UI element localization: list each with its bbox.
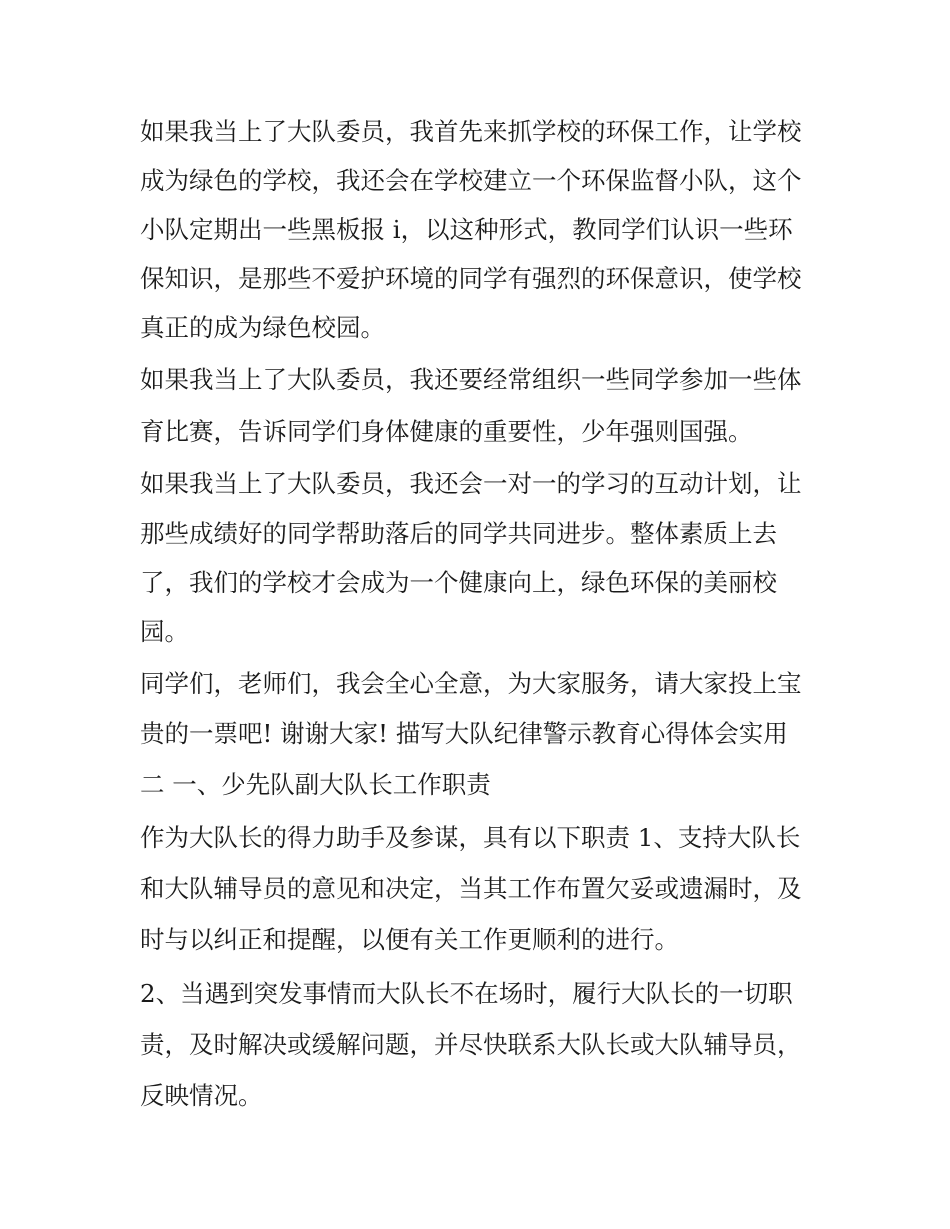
text-line: 真正的成为绿色校园。	[140, 313, 385, 342]
text-line: 2、当遇到突发事情而大队长不在场时，履行大队长的一切职	[140, 979, 793, 1008]
text-line: 和大队辅导员的意见和决定，当其工作布置欠妥或遗漏时，及	[140, 874, 802, 903]
text-line: 责，及时解决或缓解问题，并尽快联系大队长或大队辅导员，	[140, 1030, 802, 1059]
text-line: 如果我当上了大队委员，我还要经常组织一些同学参加一些体	[140, 365, 802, 394]
text-line: 育比赛，告诉同学们身体健康的重要性，少年强则国强。	[140, 417, 753, 446]
text-line: 成为绿色的学校，我还会在学校建立一个环保监督小队，这个	[140, 166, 802, 195]
text-line: 园。	[140, 617, 189, 646]
text-line: 如果我当上了大队委员，我首先来抓学校的环保工作，让学校	[140, 117, 802, 146]
text-line: 那些成绩好的同学帮助落后的同学共同进步。整体素质上去	[140, 519, 777, 548]
text-line: 保知识，是那些不爱护环境的同学有强烈的环保意识，使学校	[140, 264, 802, 293]
text-line: 作为大队长的得力助手及参谋，具有以下职责 1、支持大队长	[140, 823, 801, 852]
text-line: 小队定期出一些黑板报 i，以这种形式，教同学们认识一些环	[140, 215, 793, 244]
text-line: 反映情况。	[140, 1081, 263, 1110]
text-line: 时与以纠正和提醒，以便有关工作更顺利的进行。	[140, 925, 679, 954]
text-line: 同学们，老师们，我会全心全意，为大家服务，请大家投上宝	[140, 669, 802, 698]
text-line: 贵的一票吧! 谢谢大家! 描写大队纪律警示教育心得体会实用	[140, 719, 788, 748]
text-line: 了，我们的学校才会成为一个健康向上，绿色环保的美丽校	[140, 568, 777, 597]
text-line: 如果我当上了大队委员，我还会一对一的学习的互动计划，让	[140, 469, 802, 498]
section-heading: 二 一、少先队副大队长工作职责	[140, 770, 491, 799]
